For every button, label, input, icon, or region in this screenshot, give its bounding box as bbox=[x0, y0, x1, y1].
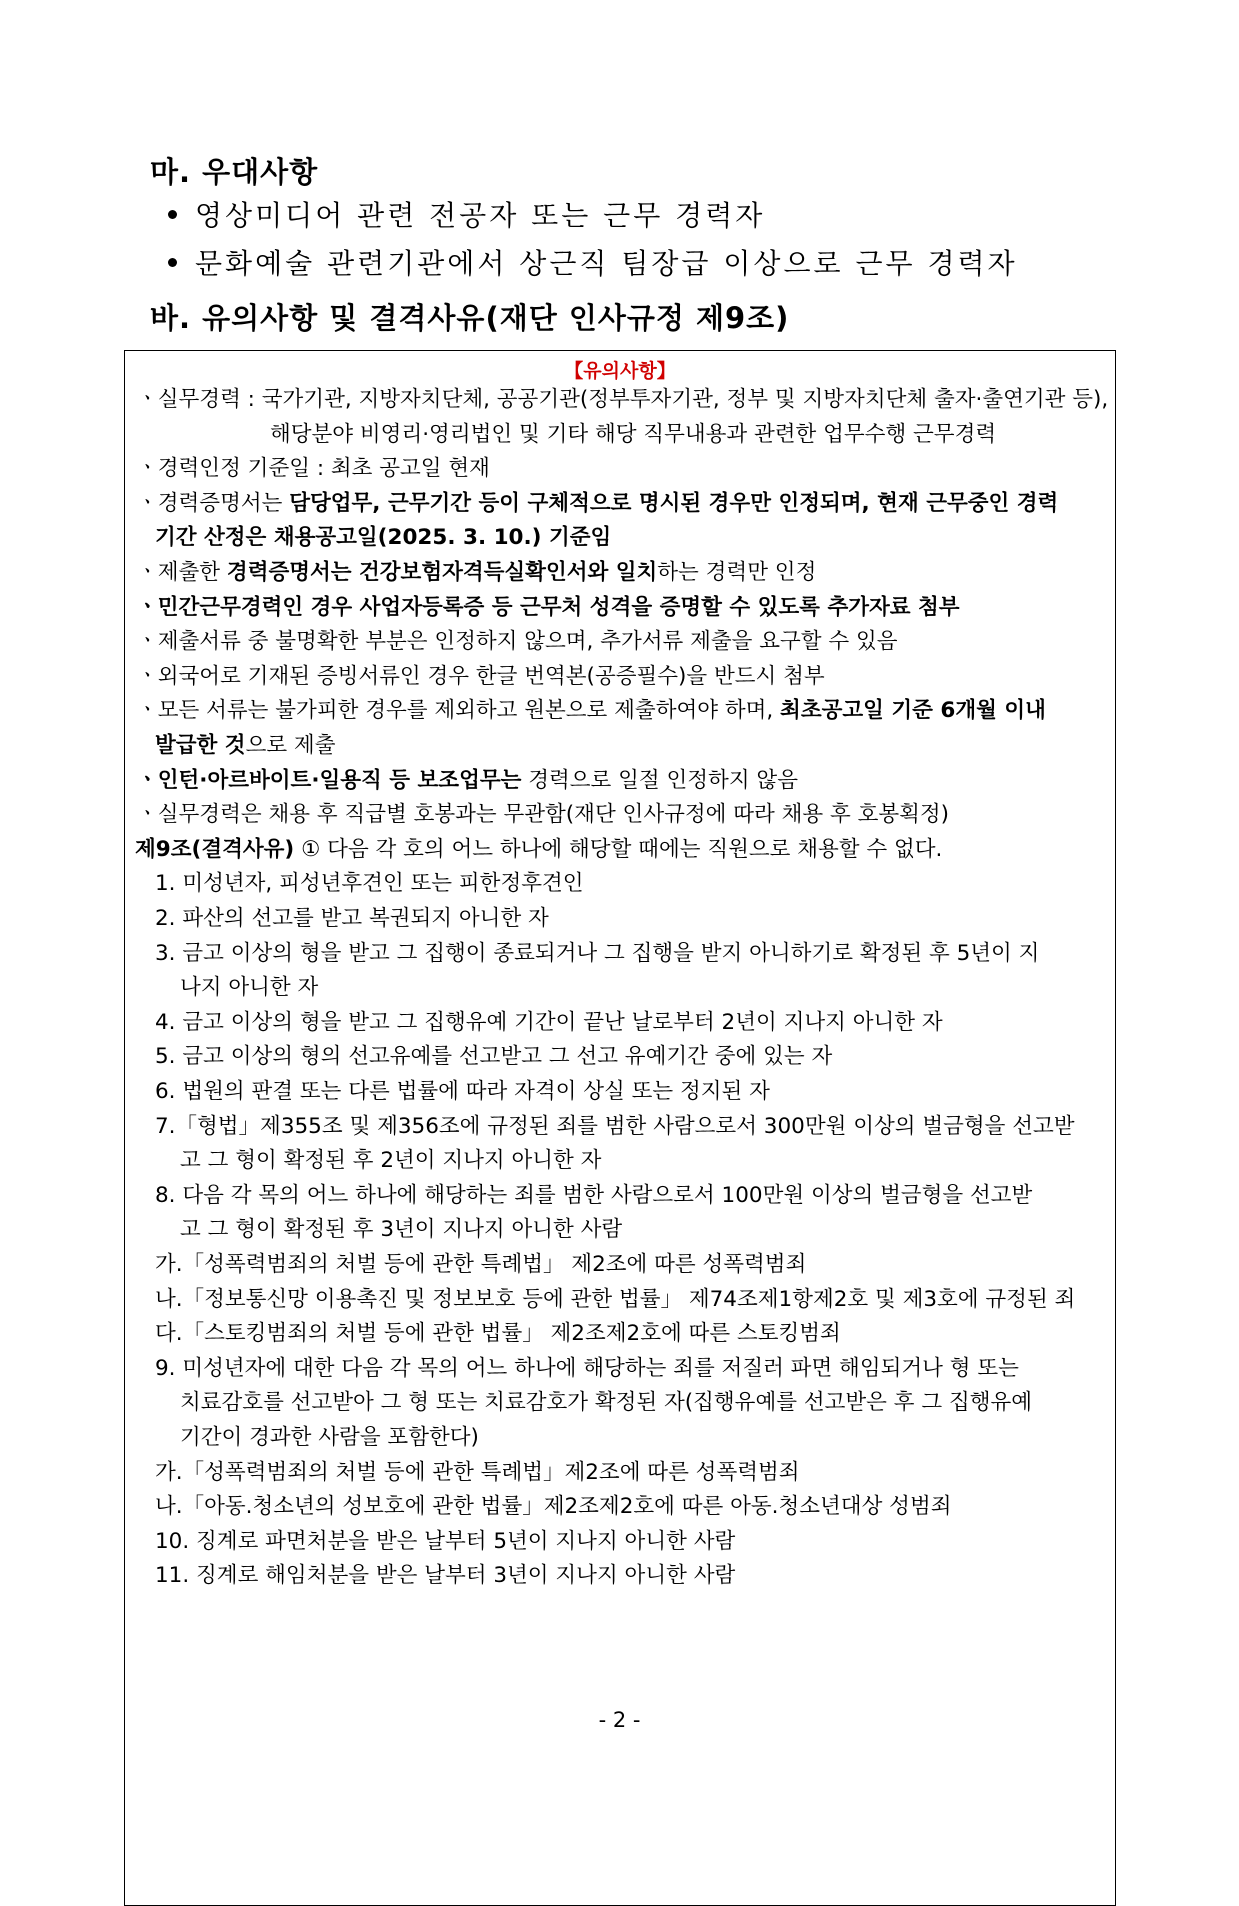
notice-text: 으로 제출 bbox=[245, 733, 336, 758]
notice-text: ① 다음 각 호의 어느 하나에 해당할 때에는 직원으로 채용할 수 없다. bbox=[294, 836, 943, 862]
notice-text: 7.「형법」제355조 및 제356조에 규정된 죄를 범한 사람으로서 300만원 이상의 벌금형을 선고받 bbox=[155, 1113, 1075, 1139]
notice-text-bold: 최초공고일 기준 6개월 이내 bbox=[780, 698, 1046, 724]
notice-text: ㆍ경력증명서는 bbox=[137, 490, 290, 516]
notice-text: 1. 미성년자, 피성년후견인 또는 피한정후견인 bbox=[155, 871, 584, 897]
notice-text: 3. 금고 이상의 형을 받고 그 집행이 종료되거나 그 집행을 받지 아니하기로 확정된 후 5년이 지 bbox=[155, 940, 1040, 966]
notice-line bbox=[155, 937, 1039, 971]
notice-text: 나지 아니한 자 bbox=[180, 975, 319, 1001]
page-number: - 2 - bbox=[598, 1708, 641, 1732]
notice-text-bold: 제9조(결격사유) bbox=[135, 836, 295, 862]
notice-text: 고 그 형이 확정된 후 2년이 지나지 아니한 자 bbox=[180, 1148, 602, 1174]
notice-line bbox=[155, 521, 611, 555]
notice-text: 11. 징계로 해임처분을 받은 날부터 3년이 지나지 아니한 사람 bbox=[155, 1563, 736, 1589]
notice-text: 4. 금고 이상의 형을 받고 그 집행유예 기간이 끝난 날로부터 2년이 지나지 아니한 자 bbox=[155, 1009, 943, 1035]
notice-line bbox=[270, 418, 996, 452]
notice-text-bold: 경력증명서는 건강보험자격득실확인서와 일치 bbox=[226, 560, 658, 585]
notice-line bbox=[155, 867, 584, 901]
notice-text: ㆍ경력인정 기준일 : 최초 공고일 현재 bbox=[137, 456, 490, 482]
notice-line bbox=[137, 383, 1108, 417]
notice-text: 경력으로 일절 인정하지 않음 bbox=[521, 767, 798, 793]
notice-text: 기간이 경과한 사람을 포함한다) bbox=[180, 1425, 479, 1450]
notice-line bbox=[137, 798, 949, 832]
notice-line bbox=[155, 1248, 806, 1282]
notice-box bbox=[124, 350, 1116, 1906]
notice-text: 2. 파산의 선고를 받고 복권되지 아니한 자 bbox=[155, 906, 549, 931]
notice-text: 가.「성폭력범죄의 처벌 등에 관한 특례법」제2조에 따른 성폭력범죄 bbox=[155, 1459, 800, 1485]
notice-line bbox=[155, 1040, 832, 1074]
notice-line bbox=[155, 1525, 735, 1559]
preference-item bbox=[168, 194, 765, 234]
notice-text: ㆍ모든 서류는 불가피한 경우를 제외하고 원본으로 제출하여야 하며, bbox=[137, 698, 781, 724]
notice-text-bold: ㆍ민간근무경력인 경우 사업자등록증 등 근무처 성격을 증명할 수 있도록 추가자료 첨부 bbox=[137, 594, 960, 620]
notice-text: 9. 미성년자에 대한 다음 각 목의 어느 하나에 해당하는 죄를 저질러 파면 해임되거나 형 또는 bbox=[155, 1355, 1019, 1381]
notice-text: 치료감호를 선고받아 그 형 또는 치료감호가 확정된 자(집행유예를 선고받은 후 그 집행유예 bbox=[180, 1390, 1033, 1416]
notice-line bbox=[137, 660, 825, 694]
notice-line bbox=[137, 556, 816, 590]
notice-text-bold: 기간 산정은 채용공고일(2025. 3. 10.) 기준임 bbox=[155, 525, 612, 551]
notice-line bbox=[137, 452, 490, 486]
notice-line bbox=[180, 1144, 601, 1178]
notice-text: 가.「성폭력범죄의 처벌 등에 관한 특례법」 제2조에 따른 성폭력범죄 bbox=[155, 1252, 807, 1277]
notice-line bbox=[155, 1559, 735, 1593]
notice-text: 8. 다음 각 목의 어느 하나에 해당하는 죄를 범한 사람으로서 100만원 이상의 벌금형을 선고받 bbox=[155, 1182, 1033, 1208]
notice-line bbox=[155, 1456, 800, 1490]
preference-item-text: 영상미디어 관련 전공자 또는 근무 경력자 bbox=[195, 199, 766, 232]
notice-text: 나.「아동.청소년의 성보호에 관한 법률」제2조제2호에 따른 아동.청소년대상 성범죄 bbox=[155, 1494, 952, 1520]
bullet-icon bbox=[168, 258, 177, 267]
notice-text-bold: 담당업무, 근무기간 등이 구체적으로 명시된 경우만 인정되며, 현재 근무중인 경력 bbox=[289, 490, 1059, 516]
notice-line bbox=[155, 1006, 943, 1040]
notice-line bbox=[137, 625, 898, 659]
notice-text: ㆍ실무경력은 채용 후 직급별 호봉과는 무관함(재단 인사규정에 따라 채용 후 호봉획정) bbox=[137, 802, 950, 828]
notice-text: 5. 금고 이상의 형의 선고유예를 선고받고 그 선고 유예기간 중에 있는 자 bbox=[155, 1044, 833, 1070]
notice-text: 6. 법원의 판결 또는 다른 법률에 따라 자격이 상실 또는 정지된 자 bbox=[155, 1079, 770, 1104]
notice-text-bold: ㆍ인턴·아르바이트·일용직 등 보조업무는 bbox=[137, 767, 522, 793]
notice-line bbox=[137, 694, 1046, 728]
bullet-icon bbox=[168, 210, 177, 219]
notice-text: ㆍ실무경력 : 국가기관, 지방자치단체, 공공기관(정부투자기관, 정부 및 지방자치단체 출자·출연기관 등), bbox=[137, 387, 1109, 412]
notice-line bbox=[155, 1283, 1075, 1317]
notice-line bbox=[180, 971, 318, 1005]
notice-text: 고 그 형이 확정된 후 3년이 지나지 아니한 사람 bbox=[180, 1217, 623, 1243]
notice-text: 나.「정보통신망 이용촉진 및 정보보호 등에 관한 법률」 제74조제1항제2호 및 제3호에 규정된 죄 bbox=[155, 1286, 1076, 1312]
notice-line bbox=[180, 1213, 622, 1247]
section-ba-title: 바. 유의사항 및 결격사유(재단 인사규정 제9조) bbox=[150, 301, 790, 335]
notice-line bbox=[155, 1317, 841, 1351]
notice-line bbox=[180, 1421, 479, 1455]
preference-item bbox=[168, 242, 1018, 282]
notice-line bbox=[155, 1179, 1032, 1213]
notice-text: 다.「스토킹범죄의 처벌 등에 관한 법률」 제2조제2호에 따른 스토킹범죄 bbox=[155, 1321, 841, 1347]
notice-line bbox=[180, 1386, 1032, 1420]
notice-line bbox=[137, 487, 1058, 521]
notice-text: 해당분야 비영리·영리법인 및 기타 해당 직무내용과 관련한 업무수행 근무경력 bbox=[270, 421, 997, 447]
section-ma-title: 마. 우대사항 bbox=[150, 155, 319, 189]
notice-text: ㆍ외국어로 기재된 증빙서류인 경우 한글 번역본(공증필수)을 반드시 첨부 bbox=[137, 663, 825, 689]
preference-item-text: 문화예술 관련기관에서 상근직 팀장급 이상으로 근무 경력자 bbox=[195, 247, 1018, 280]
notice-text: ㆍ제출서류 중 불명확한 부분은 인정하지 않으며, 추가서류 제출을 요구할 수 있음 bbox=[137, 629, 898, 655]
notice-text: ㆍ제출한 bbox=[137, 560, 227, 585]
notice-line bbox=[155, 1490, 951, 1524]
notice-text: 하는 경력만 인정 bbox=[657, 560, 817, 585]
notice-line bbox=[155, 1110, 1075, 1144]
notice-header: 【유의사항】 bbox=[564, 360, 676, 382]
notice-text: 10. 징계로 파면처분을 받은 날부터 5년이 지나지 아니한 사람 bbox=[155, 1528, 736, 1554]
notice-line bbox=[155, 902, 549, 936]
notice-line bbox=[137, 591, 960, 625]
notice-text-bold: 발급한 것 bbox=[155, 733, 246, 758]
notice-line bbox=[155, 1075, 770, 1109]
notice-line bbox=[155, 1352, 1019, 1386]
notice-line bbox=[137, 764, 798, 798]
notice-line bbox=[135, 833, 942, 867]
notice-line bbox=[155, 729, 335, 763]
